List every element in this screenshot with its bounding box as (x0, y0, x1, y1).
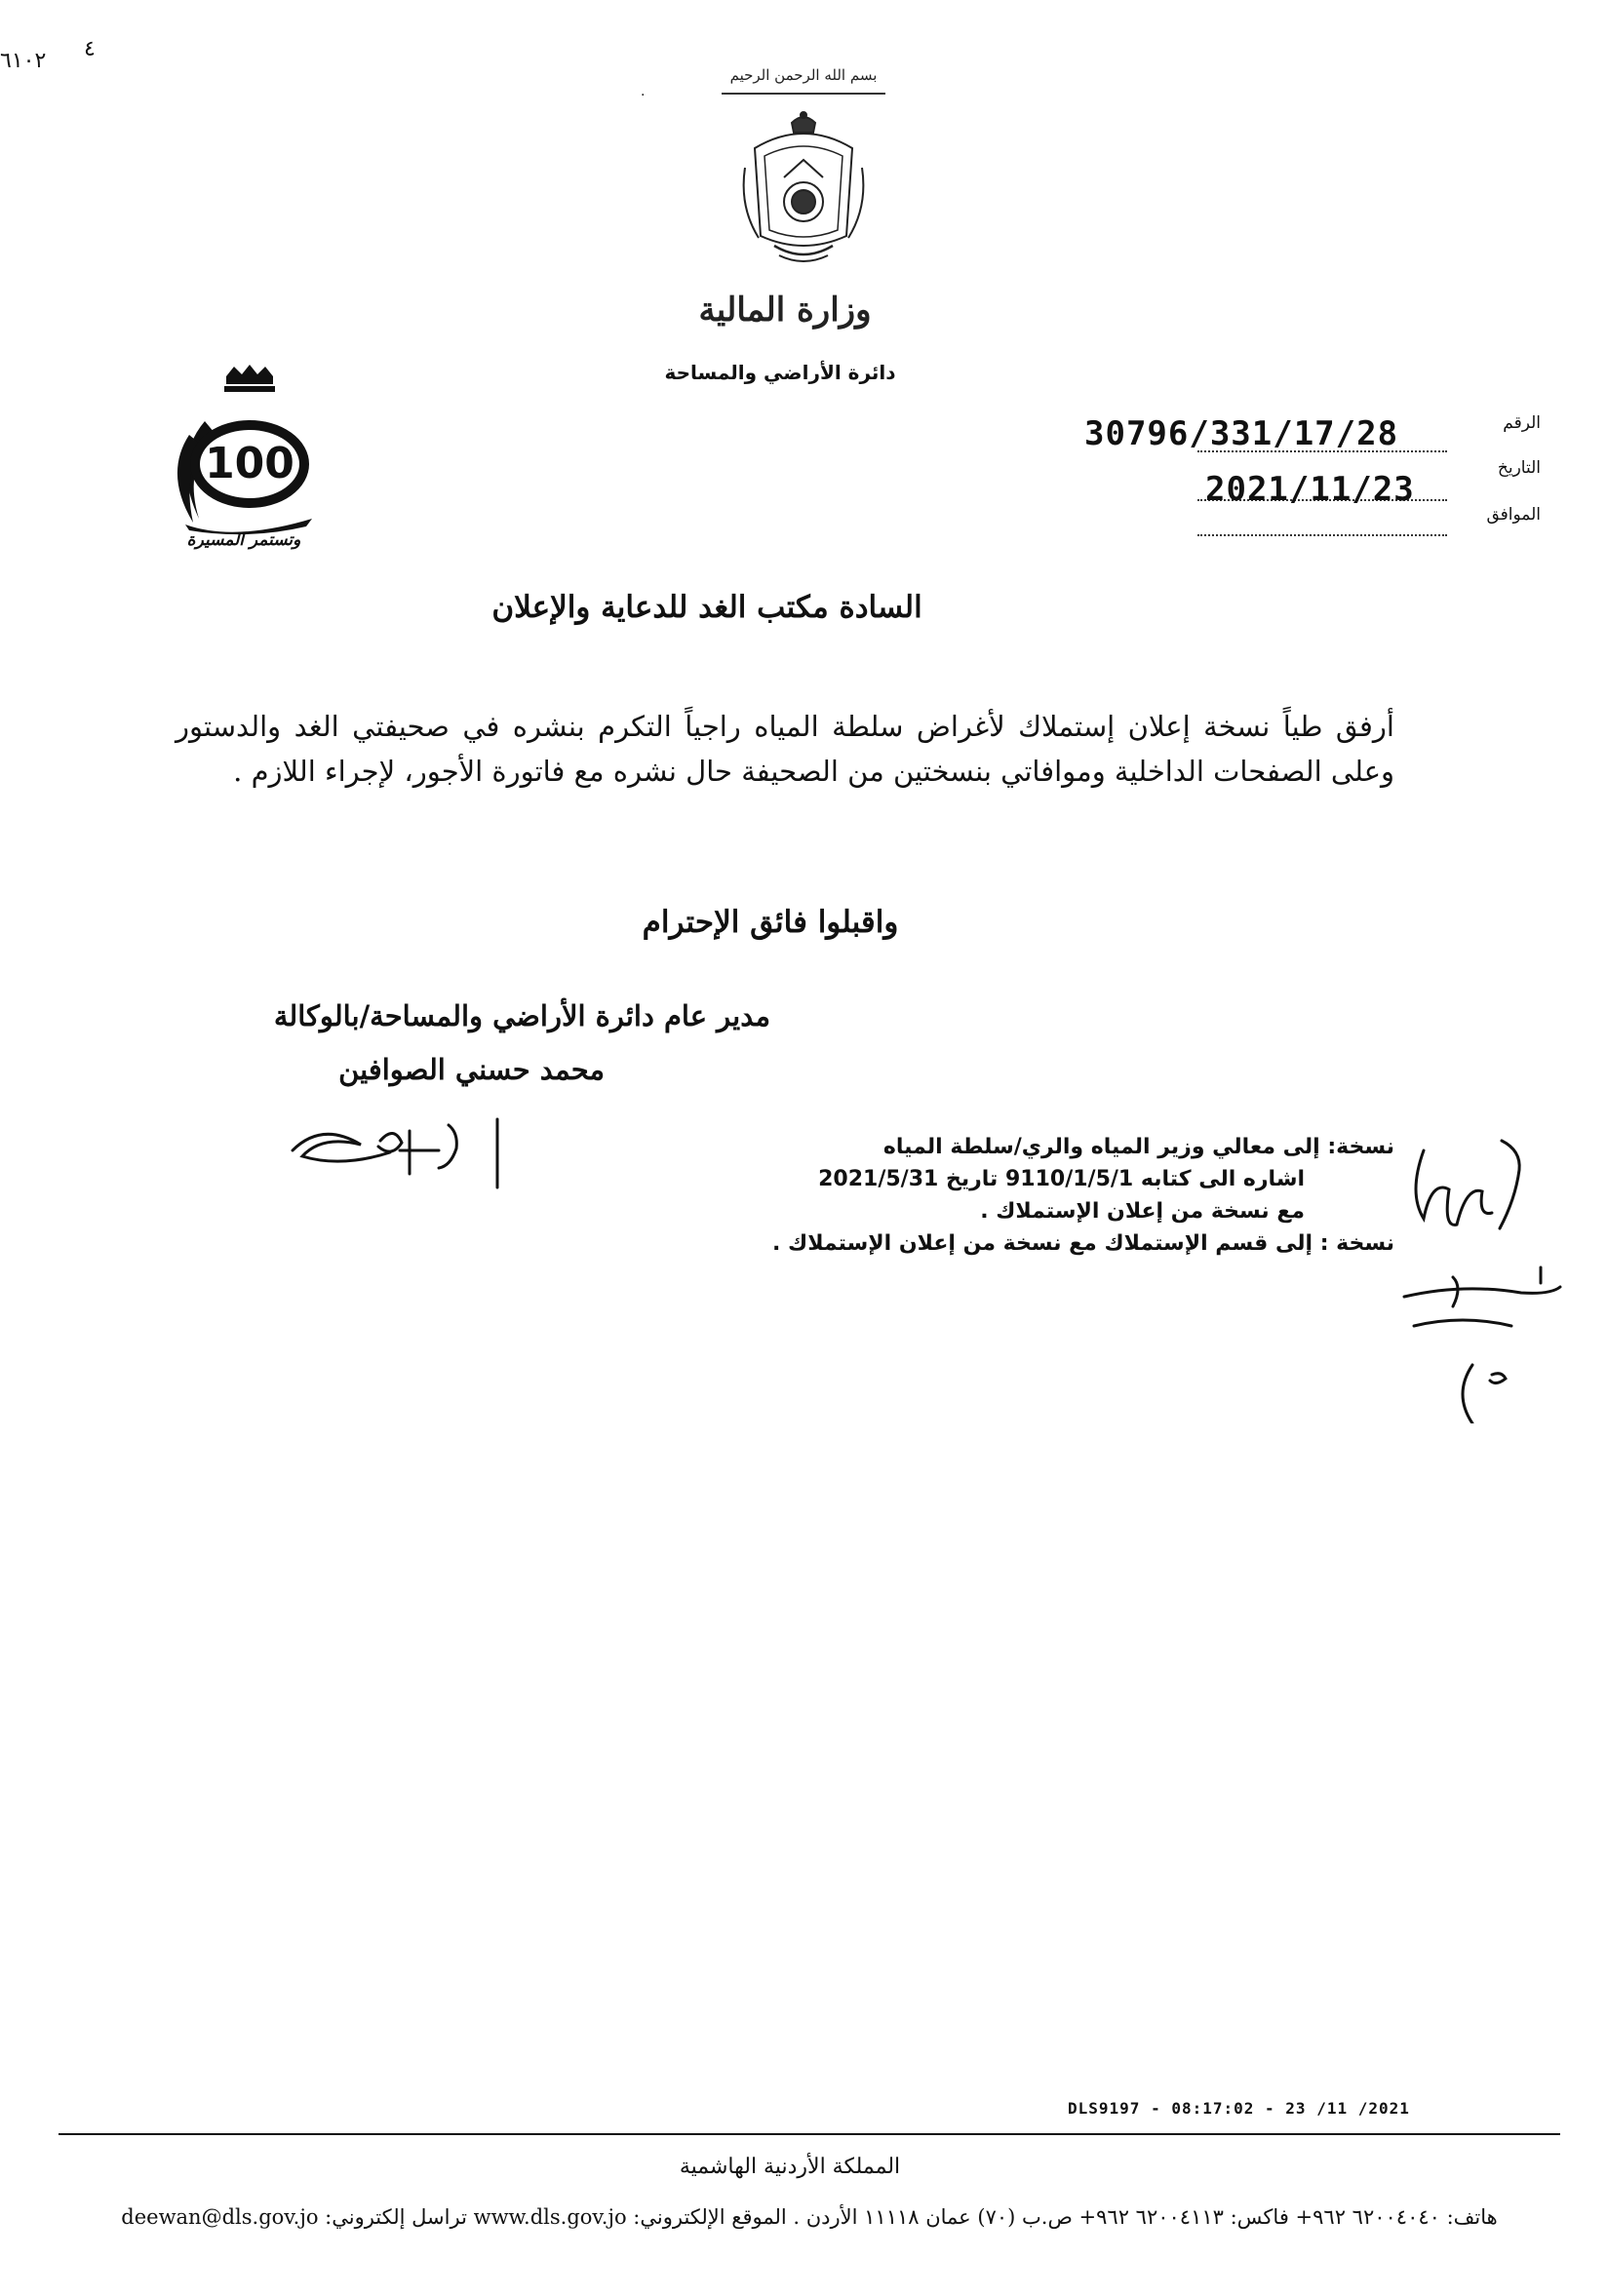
signatory-title: مدير عام دائرة الأراضي والمساحة/بالوكالة (273, 999, 770, 1032)
reference-date-label: التاريخ (1497, 458, 1541, 478)
centenary-logo-icon (166, 363, 327, 558)
basmala: بسم الله الرحمن الرحيم (729, 66, 878, 84)
reference-corresponding-dotted-line (1197, 534, 1447, 536)
copy-line-4: نسخة : إلى قسم الإستملاك مع نسخة من إعلان الإستملاك . (772, 1231, 1394, 1256)
copy-line-3: مع نسخة من إعلان الإستملاك . (980, 1199, 1305, 1224)
centenary-number: 100 (205, 439, 294, 488)
handwritten-initials (1394, 1131, 1580, 1423)
basmala-underline (722, 93, 885, 95)
reference-date-value: 2021/11/23 (1205, 470, 1415, 509)
coat-of-arms-icon (735, 109, 872, 280)
tick-handwritten-mark: ٤ (84, 37, 96, 61)
department-name: دائرة الأراضي والمساحة (664, 361, 896, 384)
letter-body: أرفق طياً نسخة إعلان إستملاك لأغراض سلطة المياه راجياً التكرم بنشره في صحيفتي الغد والدستور وعلى الصفحات الداخلية وموافاتي بنسختين من الصحيفة حال نشره مع فاتورة الأجور، لإجراء اللازم . (176, 710, 1394, 788)
corner-handwritten-mark: ٦١٠٢ (0, 49, 47, 73)
handwritten-signature (283, 1111, 536, 1189)
dot-mark: · (641, 88, 646, 103)
contact-line: هاتف: ٦٢٠٠٤٠٤٠ ٩٦٢+ فاكس: ٦٢٠٠٤١١٣ ٩٦٢+ ص.ب (٧٠) عمان ١١١١٨ الأردن . الموقع الإلكتروني: www.dls.gov.jo تراسل إلكتروني: deewan@dls.gov.jo (121, 2205, 1498, 2229)
signatory-name: محمد حسني الصوافين (338, 1053, 605, 1086)
reference-number-label: الرقم (1503, 413, 1541, 433)
document-code: DLS9197 - 08:17:02 - 23 /11 /2021 (1068, 2099, 1410, 2118)
copy-line-2: اشاره الى كتابه 9110/1/5/1 تاريخ 2021/5/31 (818, 1167, 1305, 1191)
copies-list (751, 1131, 1394, 1260)
ministry-name: وزارة المالية (698, 291, 872, 330)
closing-salutation: واقبلوا فائق الإحترام (642, 905, 899, 940)
footer-divider (59, 2133, 1560, 2135)
addressee: السادة مكتب الغد للدعاية والإعلان (491, 590, 922, 625)
reference-corresponding-label: الموافق (1486, 505, 1541, 525)
copy-line-1: نسخة: إلى معالي وزير المياه والري/سلطة المياه (882, 1135, 1394, 1159)
centenary-slogan: وتستمر المسيرة (186, 530, 301, 550)
reference-number-value: 30796/331/17/28 (1084, 414, 1399, 453)
kingdom-name: المملكة الأردنية الهاشمية (679, 2155, 901, 2179)
